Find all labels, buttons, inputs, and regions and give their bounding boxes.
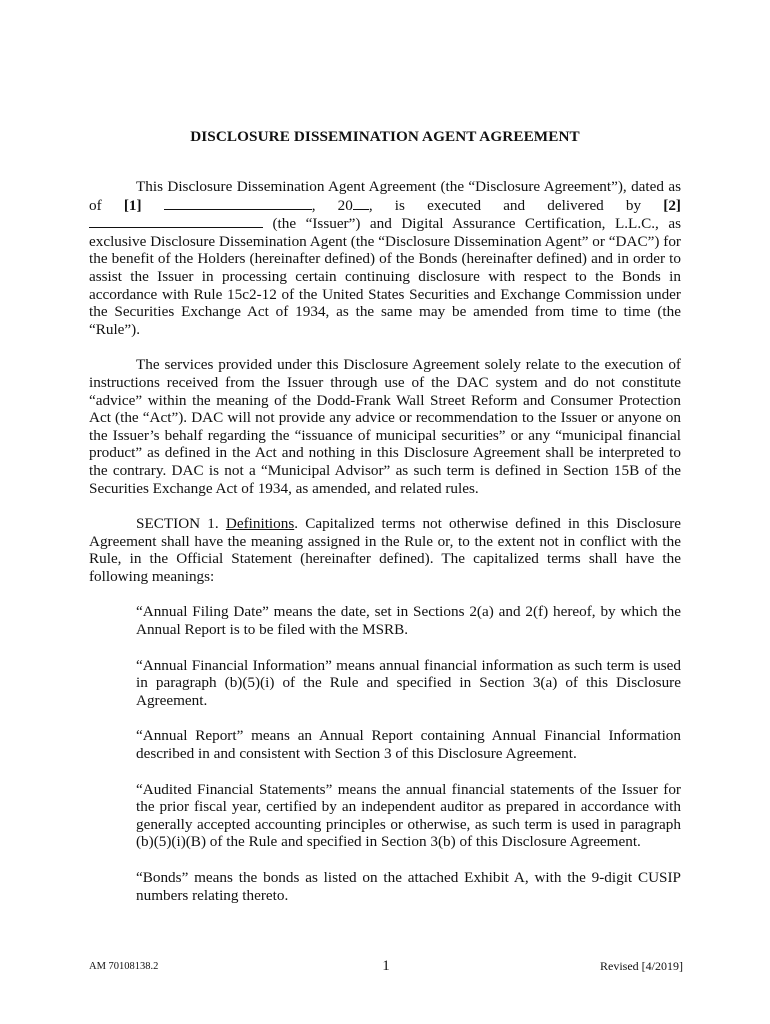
definition-annual-filing-date: “Annual Filing Date” means the date, set in Sections 2(a) and 2(f) hereof, by which the Annual Report is to be filed with the MSRB. xyxy=(136,603,681,639)
page-title: DISCLOSURE DISSEMINATION AGENT AGREEMENT xyxy=(190,128,580,145)
definition-annual-report: “Annual Report” means an Annual Report containing Annual Financial Information described in and consistent with Section 3 of this Disclosure Agreement. xyxy=(136,727,681,763)
intro-text-c: , is executed and delivered by xyxy=(368,196,664,214)
intro-text-b: , 20 xyxy=(311,196,353,214)
section-1-text: . Capitalized terms not otherwise defined in this Disclosure Agreement shall have the meaning assigned in the Rule or, to the extent not in conflict with the Rule, in the Official Statement (hereinafter defined). The capitalized terms shall have the following meanings: xyxy=(89,515,682,585)
definitions-list xyxy=(136,603,681,904)
date-blank xyxy=(164,196,312,210)
definition-audited-financial-statements: “Audited Financial Statements” means the annual financial statements of the Issuer for the prior fiscal year, certified by an independent auditor as prepared in accordance with generally accepted accounting principles or otherwise, as such term is used in paragraph (b)(5)(i)(B) of the Rule and specified in Section 3(b) of this Disclosure Agreement. xyxy=(136,780,681,851)
section-1-paragraph xyxy=(89,515,681,585)
intro-text-d: (the “Issuer”) and Digital Assurance Certification, L.L.C., as exclusive Disclosure Dissemination Agent (the “Disclosure Dissemination Agent” or “DAC”) for the benefit of the Holders (hereinafter defined) of the Bonds (hereinafter defined) and in order to assist the Issuer in processing certain continuing disclosure with respect to the Bonds in accordance with Rule 15c2-12 of the United States Securities and Exchange Commission under the Securities Exchange Act of 1934, as the same may be amended from time to time (the “Rule”). xyxy=(89,215,681,338)
intro-text-a: This Disclosure Dissemination Agent Agreement (the “Disclosure Agreement”), dated as of xyxy=(89,178,681,214)
document-body xyxy=(89,178,681,922)
footer-doc-id: AM 70108138.2 xyxy=(89,961,159,972)
footer-revision: Revised [4/2019] xyxy=(600,959,683,973)
year-blank xyxy=(353,196,369,210)
placeholder-marker-1: [1] xyxy=(123,196,142,214)
section-1-heading: Definitions xyxy=(225,515,295,533)
footer-page-number: 1 xyxy=(382,958,390,974)
issuer-blank xyxy=(89,214,263,228)
placeholder-marker-2: [2] xyxy=(663,196,681,214)
intro-paragraph xyxy=(89,178,681,338)
definition-bonds: “Bonds” means the bonds as listed on the attached Exhibit A, with the 9-digit CUSIP numbers relating thereto. xyxy=(136,869,681,904)
section-1-label: SECTION 1. xyxy=(136,515,219,533)
page-footer xyxy=(89,957,683,977)
services-paragraph: The services provided under this Disclosure Agreement solely relate to the execution of instructions received from the Issuer through use of the DAC system and do not constitute “advice” within the meaning of the Dodd-Frank Wall Street Reform and Consumer Protection Act (the “Act”). DAC will not provide any advice or recommendation to the Issuer or anyone on the Issuer’s behalf regarding the “issuance of municipal securities” or any “municipal financial product” as defined in the Act and nothing in this Disclosure Agreement shall be interpreted to the contrary. DAC is not a “Municipal Advisor” as such term is defined in Section 15B of the Securities Exchange Act of 1934, as amended, and related rules. xyxy=(89,356,681,497)
definition-annual-financial-information: “Annual Financial Information” means annual financial information as such term is used in paragraph (b)(5)(i) of the Rule and specified in Section 3(a) of this Disclosure Agreement. xyxy=(136,656,681,709)
